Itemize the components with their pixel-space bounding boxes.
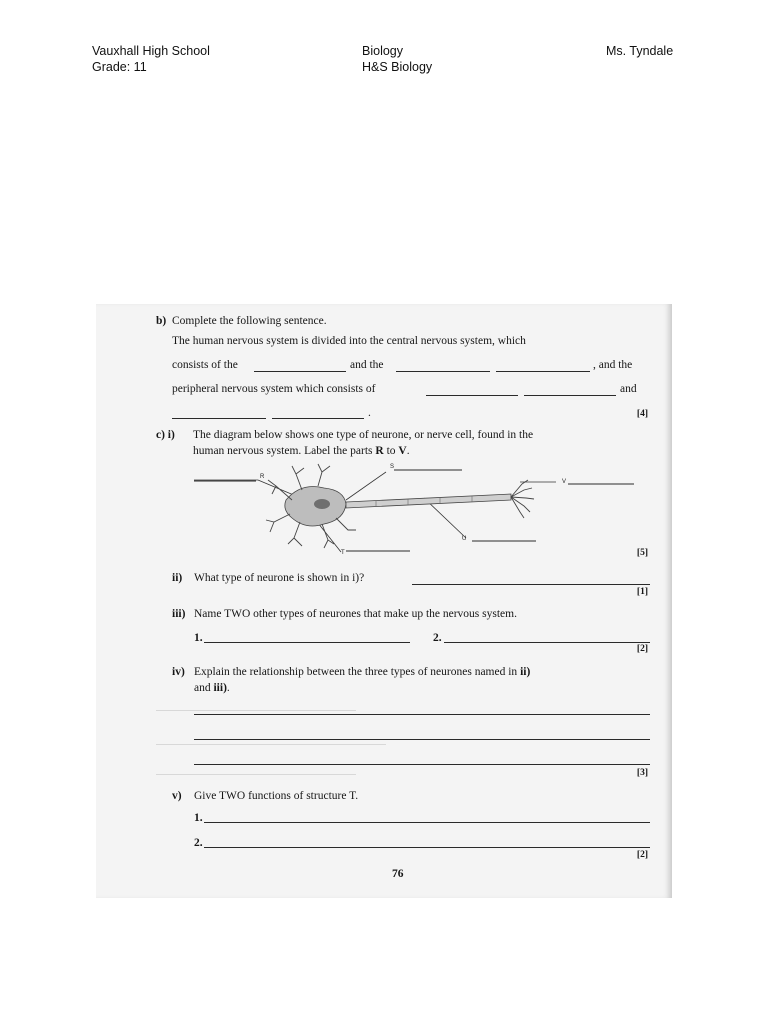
header-right <box>606 43 673 59</box>
question-c-text-line2: human nervous system. Label the parts R to V. <box>193 445 410 457</box>
question-b-text: and the <box>350 359 384 371</box>
question-ii-number: ii) <box>172 572 183 584</box>
question-b-text-line1: The human nervous system is divided into the central nervous system, which <box>172 335 526 347</box>
grade-label: Grade: 11 <box>92 60 147 74</box>
answer-line[interactable] <box>194 764 650 765</box>
page-number: 76 <box>392 868 404 880</box>
list-number: 1. <box>194 812 203 824</box>
question-v-marks: [2] <box>636 850 648 860</box>
question-iv-text-line2: and iii). <box>194 682 230 694</box>
answer-blank[interactable] <box>204 642 410 643</box>
question-iv-text-line1: Explain the relationship between the three types of neurones named in ii) <box>194 666 531 678</box>
question-ii-text: What type of neurone is shown in i)? <box>194 572 365 584</box>
question-v-text: Give TWO functions of structure T. <box>194 790 359 802</box>
question-v-number: v) <box>172 790 182 802</box>
axon <box>346 494 511 508</box>
nucleus <box>314 499 330 509</box>
question-b-text: consists of the <box>172 359 238 371</box>
neurone-diagram <box>96 304 672 564</box>
list-number: 2. <box>433 632 442 644</box>
question-iii-number: iii) <box>172 608 186 620</box>
answer-line[interactable] <box>194 739 650 740</box>
question-iii-marks: [2] <box>636 644 648 654</box>
question-c-marks: [5] <box>636 548 648 558</box>
diagram-label-t: T <box>341 550 345 556</box>
school-name: Vauxhall High School <box>92 44 210 58</box>
question-iv-number: iv) <box>172 666 185 678</box>
question-c-number: c) i) <box>156 429 175 441</box>
question-iii-text: Name TWO other types of neurones that make up the nervous system. <box>194 608 517 620</box>
scanned-exam-page <box>96 304 672 898</box>
diagram-label-v: V <box>562 479 567 485</box>
answer-blank[interactable] <box>412 584 650 585</box>
question-c-text-line1: The diagram below shows one type of neurone, or nerve cell, found in the <box>193 429 534 441</box>
subject-label: Biology <box>362 44 403 58</box>
question-b-marks: [4] <box>636 409 648 419</box>
question-b-prompt: Complete the following sentence. <box>172 315 327 327</box>
diagram-label-u: U <box>462 536 467 542</box>
list-number: 1. <box>194 632 203 644</box>
question-b-text: . <box>368 407 371 419</box>
question-iv-marks: [3] <box>636 768 648 778</box>
label-line-s <box>346 472 386 500</box>
question-b-text: peripheral nervous system which consists of <box>172 383 376 395</box>
list-number: 2. <box>194 837 203 849</box>
course-label: H&S Biology <box>362 60 433 74</box>
header-left <box>92 43 210 75</box>
question-b-text: , and the <box>593 359 633 371</box>
show-through-mark <box>156 710 356 711</box>
answer-line[interactable] <box>194 714 650 715</box>
teacher-name: Ms. Tyndale <box>606 44 674 58</box>
question-b-text: and <box>620 383 637 395</box>
axon-terminals <box>511 480 534 518</box>
question-ii-marks: [1] <box>636 587 648 597</box>
answer-line[interactable] <box>204 822 650 823</box>
diagram-label-s: S <box>390 464 395 470</box>
header-middle <box>362 43 432 75</box>
show-through-mark <box>156 744 386 745</box>
show-through-mark <box>156 774 356 775</box>
diagram-label-r: R <box>260 474 265 480</box>
answer-line[interactable] <box>204 847 650 848</box>
answer-blank[interactable] <box>444 642 650 643</box>
question-b-number: b) <box>156 315 167 327</box>
